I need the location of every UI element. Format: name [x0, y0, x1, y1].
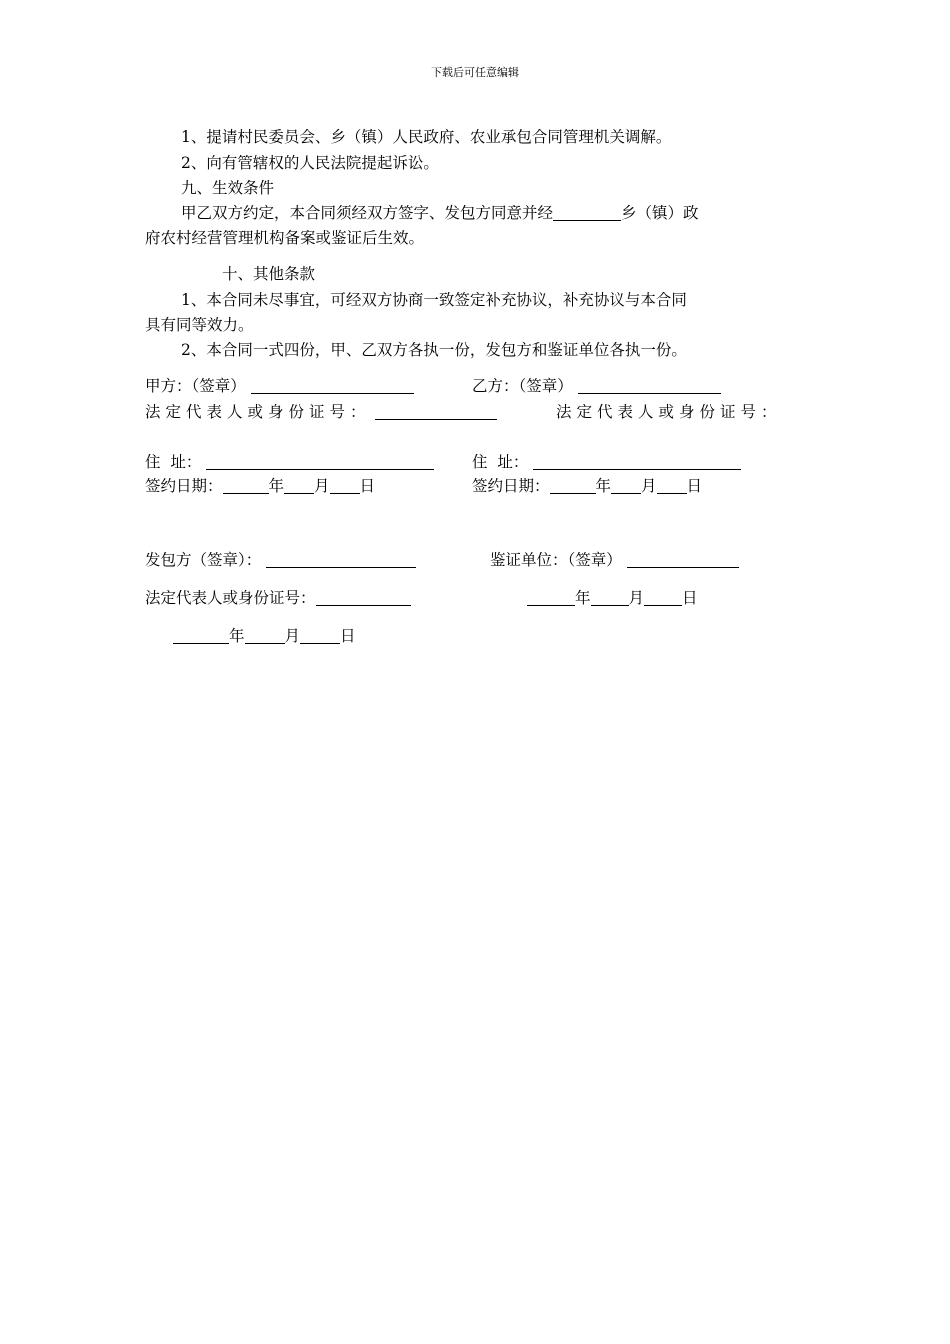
- party-b-address-blank[interactable]: [533, 453, 741, 470]
- party-b-sign: [472, 376, 721, 396]
- party-a-sign-date: [145, 476, 375, 496]
- contractor-rep-blank[interactable]: [316, 589, 411, 606]
- party-a-address-blank[interactable]: [206, 453, 434, 470]
- article9-title: 九、生效条件: [181, 179, 275, 197]
- party-b-year-blank[interactable]: [550, 477, 596, 494]
- article9-body-text-b: 乡（镇）政: [621, 204, 699, 222]
- party-a-year-blank[interactable]: [223, 477, 269, 494]
- certifier-day-blank[interactable]: [644, 589, 682, 606]
- contractor-day-blank[interactable]: [300, 627, 340, 644]
- year-label: 年: [268, 477, 285, 495]
- contractor-rep: [145, 588, 411, 608]
- party-a-month-blank[interactable]: [284, 477, 314, 494]
- party-a-sign: [145, 376, 414, 396]
- township-blank[interactable]: [553, 204, 621, 221]
- month-label: 月: [628, 589, 645, 607]
- article8-item1: 1、提请村民委员会、乡（镇）人民政府、农业承包合同管理机关调解。: [181, 128, 672, 146]
- article9-body-text-a: 甲乙双方约定，本合同须经双方签字、发包方同意并经: [181, 204, 554, 222]
- article10-item2: 2、本合同一式四份，甲、乙双方各执一份，发包方和鉴证单位各执一份。: [181, 341, 687, 359]
- contractor-year-blank[interactable]: [173, 627, 229, 644]
- contractor-rep-label: 法定代表人或身份证号：: [145, 589, 316, 607]
- day-label: 日: [340, 627, 356, 645]
- certifier-year-blank[interactable]: [527, 589, 575, 606]
- contractor-sign-blank[interactable]: [266, 551, 416, 568]
- certifier-sign-blank[interactable]: [627, 551, 739, 568]
- contractor-month-blank[interactable]: [245, 627, 285, 644]
- year-label: 年: [229, 627, 245, 645]
- day-label: 日: [359, 477, 376, 495]
- month-label: 月: [314, 477, 330, 495]
- article9-body-line1: [181, 203, 699, 223]
- party-b-date-label: 签约日期：: [472, 477, 550, 495]
- article8-item2: 2、向有管辖权的人民法院提起诉讼。: [181, 154, 439, 172]
- article9-body-line2: 府农村经营管理机构备案或鉴证后生效。: [145, 229, 425, 247]
- party-a-date-label: 签约日期：: [145, 477, 223, 495]
- party-a-rep-blank[interactable]: [375, 403, 497, 420]
- party-a-sign-blank[interactable]: [251, 377, 414, 394]
- party-b-day-blank[interactable]: [657, 477, 687, 494]
- year-label: 年: [595, 477, 612, 495]
- contractor-date: [173, 626, 356, 646]
- party-a-rep-label: 法定代表人或身份证号：: [145, 403, 371, 421]
- month-label: 月: [284, 627, 301, 645]
- party-b-sign-date: [472, 476, 702, 496]
- day-label: 日: [682, 589, 698, 607]
- month-label: 月: [641, 477, 657, 495]
- page-header: 下载后可任意编辑: [431, 66, 519, 79]
- party-a-label: 甲方：（签章）: [145, 377, 246, 395]
- party-a-address: [145, 452, 434, 472]
- party-b-sign-blank[interactable]: [578, 377, 721, 394]
- year-label: 年: [575, 589, 591, 607]
- party-b-month-blank[interactable]: [611, 477, 641, 494]
- party-a-day-blank[interactable]: [330, 477, 360, 494]
- certifier-sign: [490, 550, 739, 570]
- party-b-rep-label: 法定代表人或身份证号：: [556, 403, 782, 421]
- certifier-date: [527, 588, 698, 608]
- contractor-label: 发包方（签章）：: [145, 551, 262, 569]
- contractor-sign: [145, 550, 416, 570]
- party-b-address: [472, 452, 741, 472]
- certifier-label: 鉴证单位：（签章）: [490, 551, 622, 569]
- party-a-address-label: 住 址：: [145, 453, 202, 471]
- article10-title: 十、其他条款: [222, 265, 316, 283]
- article10-item1-line1: 1、本合同未尽事宜，可经双方协商一致签定补充协议，补充协议与本合同: [181, 291, 687, 309]
- party-b-address-label: 住 址：: [472, 453, 529, 471]
- day-label: 日: [686, 477, 703, 495]
- party-b-label: 乙方：（签章）: [472, 377, 573, 395]
- article10-item1-line2: 具有同等效力。: [145, 316, 254, 334]
- certifier-month-blank[interactable]: [591, 589, 629, 606]
- party-a-rep: [145, 402, 497, 422]
